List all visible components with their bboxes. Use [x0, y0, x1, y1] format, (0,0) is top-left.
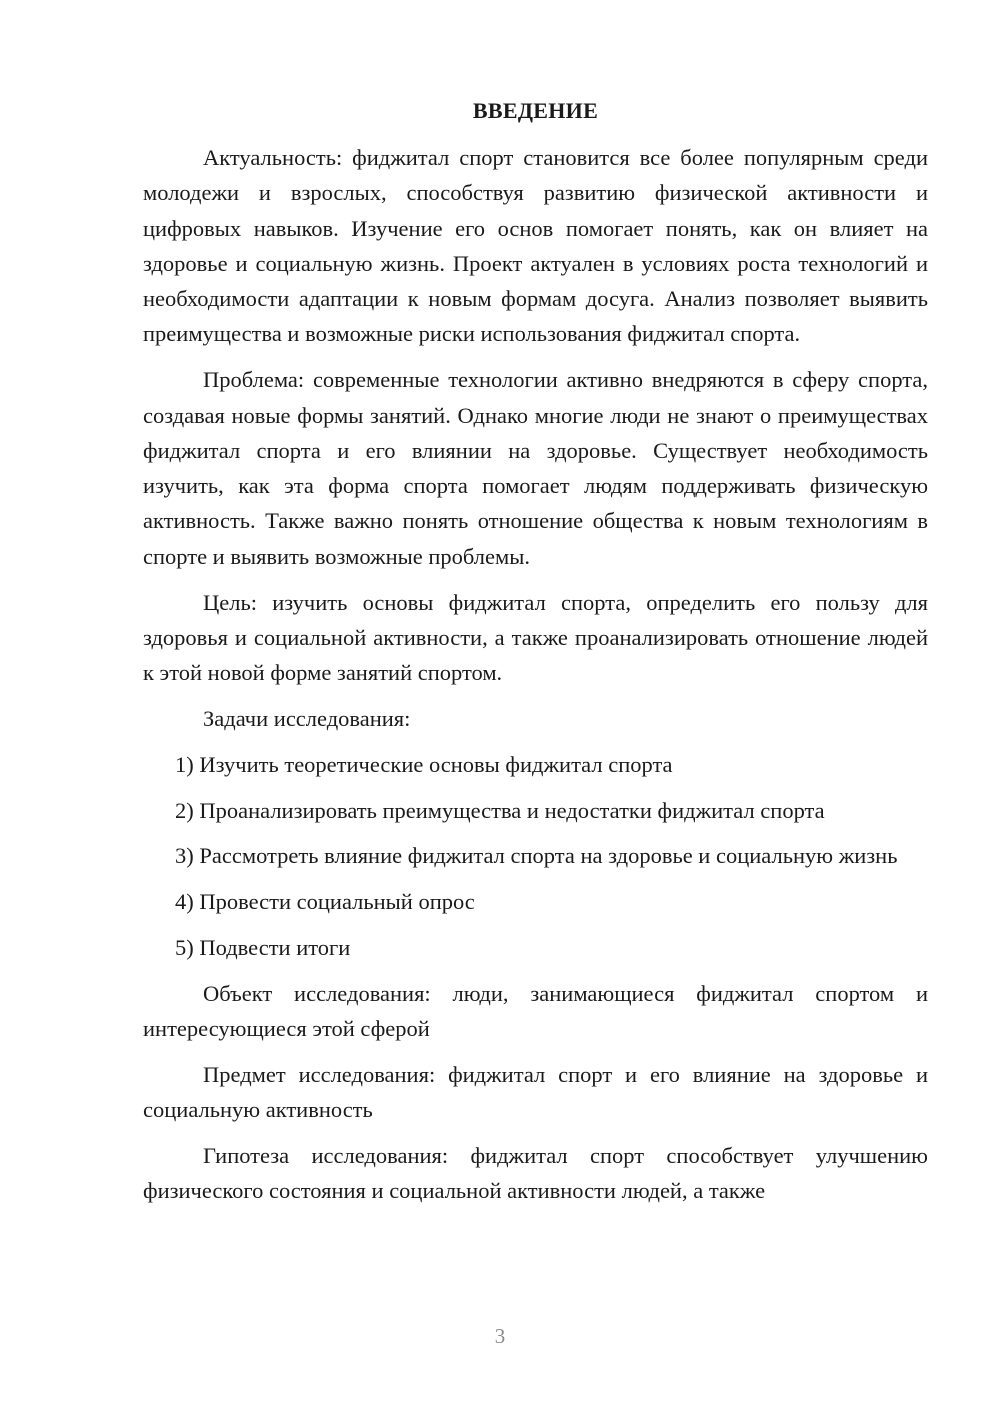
hypothesis-paragraph: Гипотеза исследования: фиджитал спорт способствует улучшению физического состояния и социальной активности людей, а также	[143, 1142, 928, 1204]
object-paragraph: Объект исследования: люди, занимающиеся фиджитал спортом и интересующиеся этой сферой	[143, 980, 928, 1042]
list-item: 3) Рассмотреть влияние фиджитал спорта на здоровье и социальную жизнь	[175, 843, 898, 869]
page-number: 3	[494, 1324, 506, 1348]
relevance-paragraph: Актуальность: фиджитал спорт становится все более популярным среди молодежи и взрослых, способствуя развитию физической активности и цифровых навыков. Изучение его основ помогает понять, как он влияет на здоровье и социальную жизнь. Проект актуален в условиях роста технологий и необходимости адаптации к новым формам досуга. Анализ позволяет выявить преимущества и возможные риски использования фиджитал спорта.	[143, 145, 928, 347]
tasks-heading: Задачи исследования:	[203, 705, 411, 731]
page-title: ВВЕДЕНИЕ	[472, 98, 599, 123]
list-item: 5) Подвести итоги	[175, 934, 351, 960]
subject-paragraph: Предмет исследования: фиджитал спорт и его влияние на здоровье и социальную активность	[143, 1061, 928, 1123]
tasks-list	[143, 747, 928, 965]
document-body	[143, 93, 928, 1219]
list-item: 4) Провести социальный опрос	[175, 889, 475, 915]
list-item: 2) Проанализировать преимущества и недостатки фиджитал спорта	[175, 797, 825, 823]
problem-paragraph: Проблема: современные технологии активно внедряются в сферу спорта, создавая новые формы занятий. Однако многие люди не знают о преимуществах фиджитал спорта и его влиянии на здоровье. Существует необходимость изучить, как эта форма спорта помогает людям поддерживать физическую активность. Также важно понять отношение общества к новым технологиям в спорте и выявить возможные проблемы.	[143, 367, 928, 569]
list-item: 1) Изучить теоретические основы фиджитал спорта	[175, 751, 673, 777]
goal-paragraph: Цель: изучить основы фиджитал спорта, определить его пользу для здоровья и социальной активности, а также проанализировать отношение людей к этой новой форме занятий спортом.	[143, 589, 928, 686]
